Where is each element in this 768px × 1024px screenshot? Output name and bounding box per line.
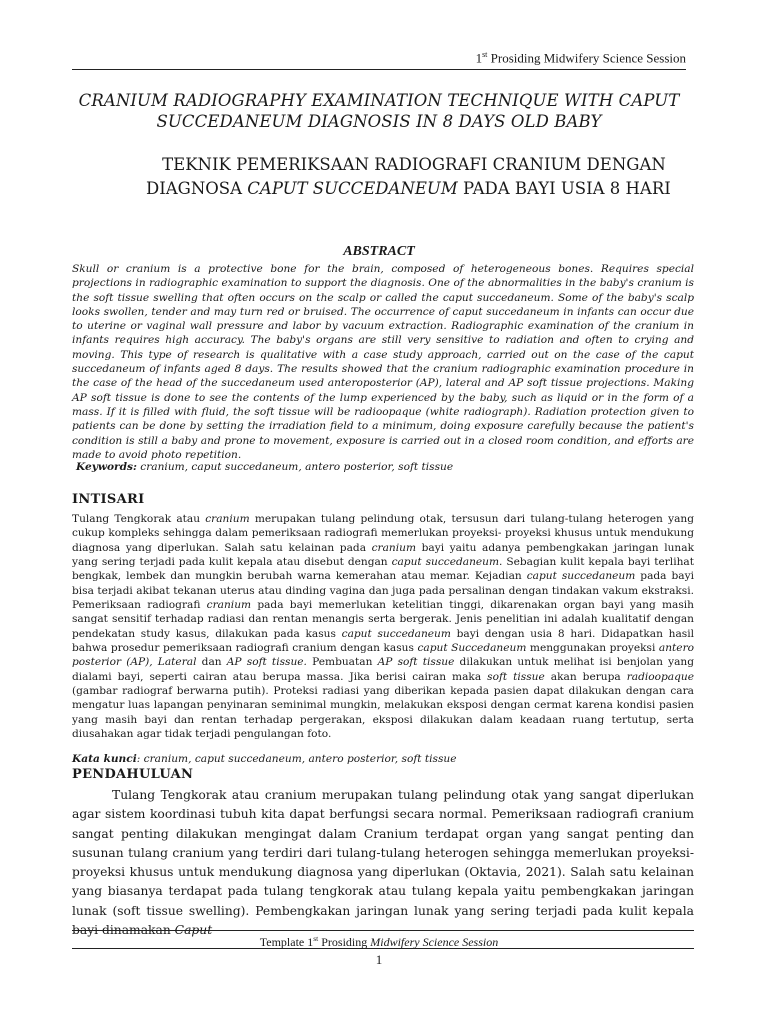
- pendahuluan-text: [72, 786, 694, 940]
- intisari-segment: caput succedaneum: [341, 627, 451, 640]
- title-indonesian-line1: TEKNIK PEMERIKSAAN RADIOGRAFI CRANIUM DENGAN: [162, 155, 666, 174]
- abstract-keywords: [76, 460, 686, 474]
- title-line2-prefix: DIAGNOSA: [146, 179, 248, 198]
- header-running-title: Prosiding Midwifery Science Session: [487, 50, 686, 66]
- kata-kunci: [72, 753, 686, 765]
- intisari-segment: bayi yaitu adanya pembengkakan jaringan lunak yang sering terjadi pada kulit kepala atau disebut dengan: [72, 541, 694, 569]
- intisari-segment: radioopaque: [626, 670, 694, 683]
- title-indonesian-line2: [72, 177, 686, 201]
- kata-kunci-values: : cranium, caput succedaneum, antero posterior, soft tissue: [136, 753, 457, 765]
- intisari-segment: dan: [196, 656, 227, 669]
- pendahuluan-heading: PENDAHULUAN: [72, 767, 194, 782]
- intisari-segment: caput Succedaneum: [417, 642, 527, 655]
- footer-ordinal-suffix: st: [313, 934, 319, 943]
- keywords-values: cranium, caput succedaneum, antero posterior, soft tissue: [136, 461, 454, 473]
- title-line2-italic: CAPUT SUCCEDANEUM: [247, 179, 458, 198]
- intisari-segment: caput succedaneum.: [391, 556, 503, 569]
- intisari-segment: cranium: [371, 541, 417, 554]
- running-header: [72, 50, 686, 70]
- abstract-text: Skull or cranium is a protective bone for the brain, composed of heterogeneous bones. Requires special projections in radiographic examination to support the diagnosis. One of the abnormalities in the baby's cranium is the soft tissue swelling that often occurs on the scalp or called the caput succedaneum. Some of the baby's scalp looks swollen, tender and may turn red or bruised. The occurrence of caput succedaneum in infants can occur due to uterine or vaginal wall pressure and labor by vacuum extraction. Radiographic examination of the cranium in infants requires high accuracy. The baby's organs are still very sensitive to radiation and often to crying and moving. This type of research is qualitative with a case study approach, carried out on the case of the caput succedaneum of infants aged 8 days. The results showed that the cranium radiographic examination procedure in the case of the head of the succedaneum used anteroposterior (AP), lateral and AP soft tissue projections. Making AP soft tissue is done to see the contents of the lump experienced by the baby, such as liquid or in the form of a mass. If it is filled with fluid, the soft tissue will be radioopaque (white radiograph). Radiation protection given to patients can be done by setting the irradiation field to a minimum, doing exposure carefully because the patient's condition is still a baby and prone to movement, exposure is carried out in a closed room condition, and efforts are made to avoid photo repetition.: [72, 263, 694, 461]
- intisari-segment: bayi dengan usia 8 hari. Didapatkan hasil bahwa prosedur pemeriksaan radiografi cranium dengan kasus: [72, 627, 694, 655]
- intisari-segment: caput succedaneum: [526, 570, 636, 583]
- intisari-segment: Tulang Tengkorak atau: [72, 513, 206, 525]
- intisari-segment: cranium: [206, 599, 252, 612]
- title-english: CRANIUM RADIOGRAPHY EXAMINATION TECHNIQUE WITH CAPUT SUCCEDANEUM DIAGNOSIS IN 8 DAYS OLD BABY: [78, 91, 680, 131]
- title-indonesian: [72, 153, 686, 201]
- title-line2-suffix: PADA BAYI USIA 8 HARI: [457, 179, 671, 198]
- footer-template-italic: Midwifery Science Session: [370, 935, 499, 949]
- footer-template-prefix: Template: [259, 935, 308, 949]
- pendahuluan-body: Tulang Tengkorak atau cranium merupakan tulang pelindung otak yang sangat diperlukan agar sistem koordinasi tubuh kita dapat berfungsi secara normal. Pemeriksaan radiografi cranium sangat penting dilakukan mengingat dalam Cranium terdapat organ yang sangat penting dan susunan tulang cranium yang terdiri dari tulang-tulang heterogen sehingga memerlukan proyeksi- proyeksi khusus untuk mendukung diagnosa yang diperlukan (Oktavia, 2021). Salah satu kelainan yang biasanya terdapat pada tulang tengkorak atau tulang kepala yaitu pembengkakan jaringan lunak (soft tissue swelling). Pembengkakan jaringan lunak yang sering terjadi pada kulit kepala bayi dinamakan: [72, 788, 694, 938]
- intisari-segment: cranium: [205, 513, 250, 525]
- intisari-segment: dilakukan untuk melihat isi benjolan yang dialami bayi, seperti cairan atau berupa massa. Jika berisi cairan maka: [72, 656, 694, 683]
- intisari-segment: AP soft tissue.: [226, 656, 307, 669]
- intisari-heading: INTISARI: [72, 492, 145, 507]
- intisari-segment: AP soft tissue: [377, 656, 455, 669]
- intisari-text: [72, 512, 694, 742]
- intisari-segment: (gambar radiograf berwarna putih). Proteksi radiasi yang diberikan kepada pasien dapat dilakukan dengan cara mengatur luas lapangan penyinaran seminimal mungkin, melakukan eksposi dengan cermat karena kondisi pasien yang masih bayi dan rentan terhadap pergerakan, eksposi dilakukan dalam keadaan ruang tertutup, serta diusahakan agar tidak terjadi pengulangan foto.: [72, 685, 694, 741]
- intisari-segment: Pembuatan: [306, 656, 378, 669]
- footer-rule-bottom: [72, 948, 694, 949]
- header-ordinal: 1: [475, 50, 483, 66]
- keywords-label: Keywords:: [76, 461, 137, 473]
- abstract-heading: ABSTRACT: [343, 244, 415, 259]
- footer-template-mid: Prosiding: [318, 935, 371, 949]
- intisari-segment: pada bayi bisa terjadi akibat tekanan uterus atau dinding vagina dan juga pada persalinan dengan tindakan vakum ekstraksi. Pemeriksaan radiografi: [72, 570, 694, 612]
- footer-ordinal: 1: [307, 935, 314, 949]
- intisari-segment: pada bayi memerlukan ketelitian tinggi, dikarenakan organ bayi yang masih sangat sensitif terhadap radiasi dan rentan menangis serta bergerak. Jenis penelitian ini adalah kualitatif dengan pendekatan study kasus, dilakukan pada kasus: [72, 599, 695, 640]
- footer-rule-top: [72, 930, 694, 931]
- intisari-segment: Sebagian kulit kepala bayi terlihat bengkak, lembek dan mungkin berubah warna kemerahan atau memar. Kejadian: [72, 556, 694, 583]
- header-ordinal-suffix: st: [482, 50, 488, 59]
- page-number: 1: [375, 952, 383, 967]
- intisari-segment: akan berupa: [544, 670, 627, 683]
- intisari-segment: merupakan tulang pelindung otak, tersusun dari tulang-tulang heterogen yang cukup kompleks sehingga dalam pemeriksaan radiografi memerlukan proyeksi- proyeksi khusus untuk mendukung diagnosa yang diperlukan. Salah satu kelainan pada: [72, 513, 694, 554]
- intisari-segment: soft tissue: [487, 670, 545, 683]
- pendahuluan-italic-end: Caput: [174, 923, 213, 938]
- kata-kunci-label: Kata kunci: [72, 753, 137, 765]
- intisari-segment: antero posterior (AP), Lateral: [72, 642, 695, 669]
- intisari-segment: menggunakan proyeksi: [526, 642, 659, 655]
